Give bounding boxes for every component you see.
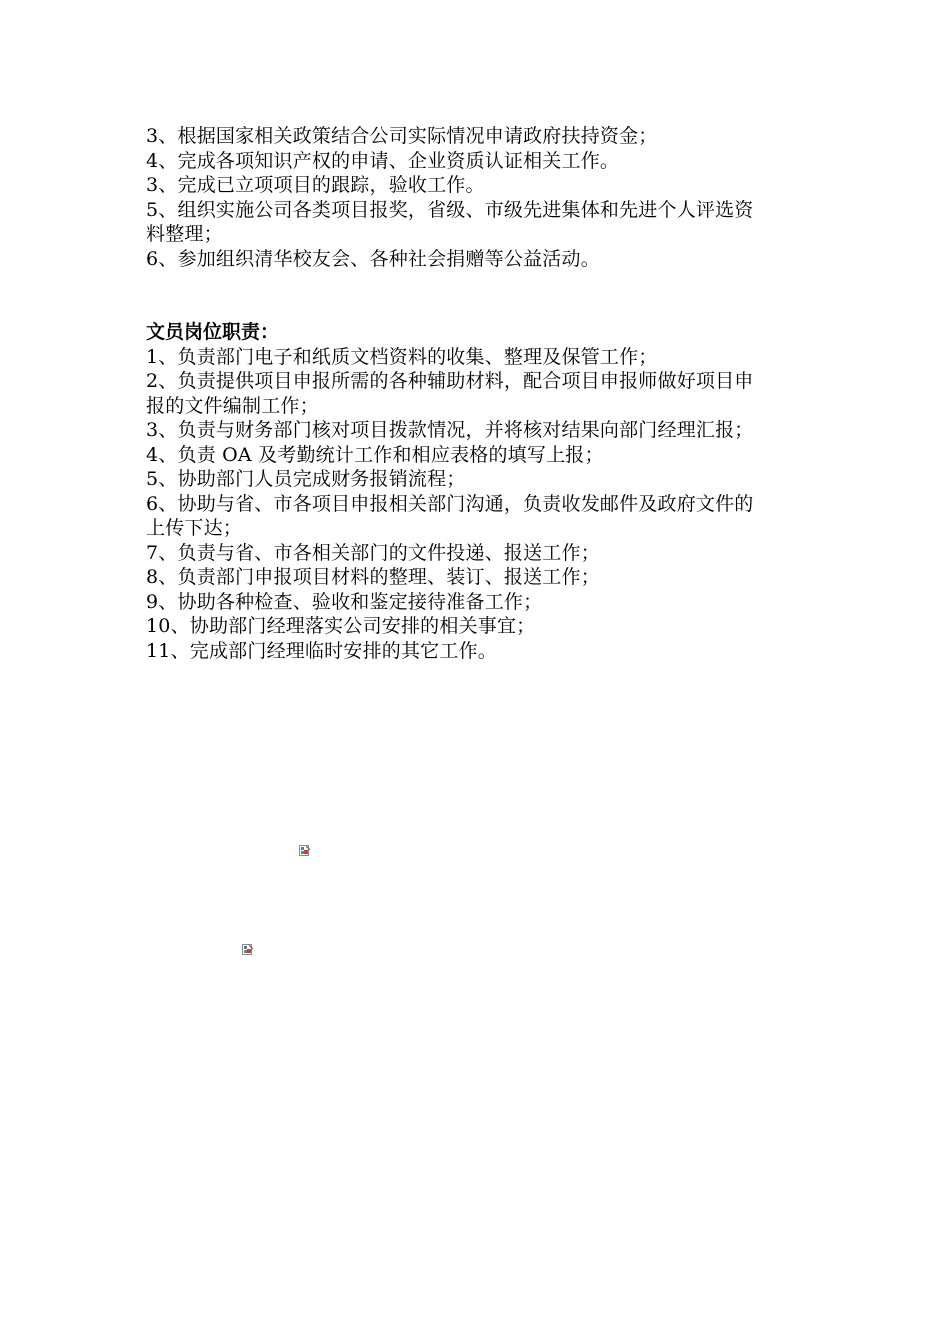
section-spacer xyxy=(146,271,866,320)
list-item-continuation: 报的文件编制工作； xyxy=(146,394,319,417)
list-item: 11、完成部门经理临时安排的其它工作。 xyxy=(146,639,497,662)
broken-image-icon xyxy=(299,845,311,857)
list-item: 5、协助部门人员完成财务报销流程； xyxy=(146,468,466,490)
broken-image-icon xyxy=(242,944,254,956)
list-item: 3、完成已立项项目的跟踪，验收工作。 xyxy=(146,174,485,196)
section-heading: 文员岗位职责： xyxy=(146,321,280,343)
list-item: 6、参加组织清华校友会、各种社会捐赠等公益活动。 xyxy=(146,247,600,270)
list-item: 6、协助与省、市各项目申报相关部门沟通，负责收发邮件及政府文件的 xyxy=(146,492,754,515)
list-item: 5、组织实施公司各类项目报奖，省级、市级先进集体和先进个人评选资 xyxy=(146,198,754,221)
list-item: 3、根据国家相关政策结合公司实际情况申请政府扶持资金； xyxy=(146,125,658,147)
list-item: 1、负责部门电子和纸质文档资料的收集、整理及保管工作； xyxy=(146,345,658,368)
list-item: 3、负责与财务部门核对项目拨款情况，并将核对结果向部门经理汇报； xyxy=(146,419,754,441)
list-item-continuation: 上传下达； xyxy=(146,517,243,539)
list-item: 10、协助部门经理落实公司安排的相关事宜； xyxy=(146,615,536,637)
list-item: 4、完成各项知识产权的申请、企业资质认证相关工作。 xyxy=(146,149,620,172)
list-item: 7、负责与省、市各相关部门的文件投递、报送工作； xyxy=(146,541,600,564)
list-item: 2、负责提供项目申报所需的各种辅助材料，配合项目申报师做好项目申 xyxy=(146,370,754,392)
list-item: 4、负责 OA 及考勤统计工作和相应表格的填写上报； xyxy=(146,443,604,466)
section-clerk-duties xyxy=(146,320,866,663)
list-item: 9、协助各种检查、验收和鉴定接待准备工作； xyxy=(146,590,543,613)
list-item-continuation: 料整理； xyxy=(146,223,223,245)
list-item: 8、负责部门申报项目材料的整理、装订、报送工作； xyxy=(146,566,600,588)
document-body xyxy=(146,124,866,663)
section-project-duties xyxy=(146,124,866,271)
